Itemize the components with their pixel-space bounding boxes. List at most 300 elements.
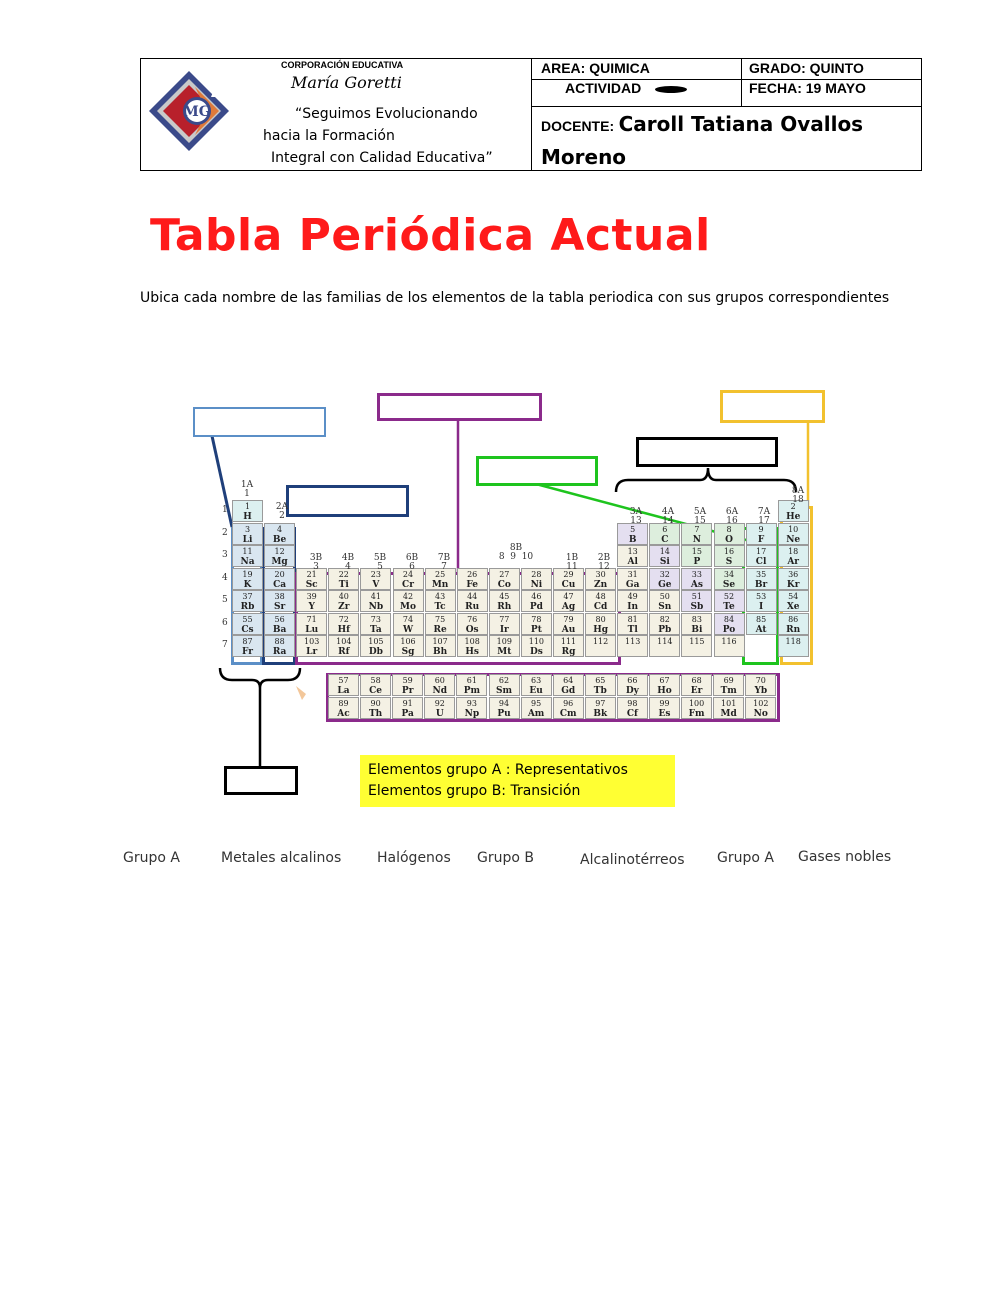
element-cell (617, 613, 648, 635)
element-cell (745, 697, 776, 719)
element-number: 48 (595, 592, 606, 601)
element-symbol: Mt (497, 647, 512, 657)
slogan-line: Integral con Calidad Educativa” (271, 150, 493, 166)
page-title: Tabla Periódica Actual (150, 210, 711, 261)
element-number: 47 (563, 592, 574, 601)
element-number: 6 (662, 524, 668, 534)
element-symbol: Pa (401, 709, 414, 719)
element-symbol: Am (527, 709, 545, 719)
element-symbol: Br (754, 579, 768, 590)
element-number: 20 (274, 569, 285, 579)
element-cell (393, 635, 424, 657)
element-number: 37 (242, 592, 253, 601)
teacher-label: DOCENTE: (541, 118, 615, 134)
element-symbol: Gd (561, 686, 576, 696)
element-cell (746, 545, 777, 567)
element-cell (232, 545, 263, 567)
element-number: 84 (723, 614, 735, 624)
element-symbol: K (243, 579, 252, 590)
element-number: 79 (563, 614, 574, 624)
element-number: 7 (694, 524, 700, 534)
option-label[interactable]: Grupo B (477, 850, 534, 866)
element-symbol: Sr (273, 602, 286, 612)
element-cell (778, 635, 809, 657)
period-label: 1 (222, 505, 228, 515)
element-cell (585, 674, 616, 696)
element-symbol: Bk (593, 709, 608, 719)
element-cell (521, 697, 552, 719)
element-cell (681, 635, 712, 657)
group-label: 6B 6 (405, 553, 419, 572)
element-cell (746, 613, 777, 635)
element-number: 95 (531, 699, 542, 708)
element-cell (232, 590, 263, 612)
element-number: 59 (402, 676, 413, 685)
element-number: 29 (563, 569, 574, 579)
slogan-line: “Seguimos Evolucionando (295, 106, 478, 122)
option-label[interactable]: Grupo A (123, 850, 180, 866)
element-symbol: Li (242, 534, 253, 545)
group-label: 2B 12 (597, 553, 611, 572)
element-cell (360, 697, 391, 719)
element-number: 2 (790, 502, 796, 511)
element-number: 36 (788, 569, 799, 579)
legend-line: Elementos grupo A : Representativos (368, 762, 628, 778)
element-cell (714, 590, 745, 612)
element-number: 55 (242, 614, 253, 624)
element-number: 32 (659, 569, 670, 579)
element-symbol: O (725, 534, 733, 545)
element-cell (360, 674, 391, 696)
element-symbol: Tb (593, 686, 607, 696)
element-cell (714, 545, 745, 567)
element-symbol: Pr (401, 686, 414, 696)
element-symbol: Rf (338, 647, 350, 657)
element-cell (778, 613, 809, 635)
element-symbol: F (757, 534, 765, 545)
element-number: 18 (788, 547, 799, 556)
element-number: 98 (627, 699, 638, 708)
element-number: 4 (277, 524, 283, 534)
element-number: 28 (531, 569, 542, 579)
element-number: 34 (723, 569, 735, 579)
element-symbol: Ru (465, 602, 480, 612)
element-cell (425, 590, 456, 612)
element-number: 85 (756, 614, 767, 624)
element-symbol: Md (720, 709, 737, 719)
element-number: 102 (753, 699, 769, 708)
element-cell (649, 613, 680, 635)
element-symbol: Ac (337, 709, 350, 719)
element-number: 94 (498, 699, 510, 708)
element-number: 68 (691, 676, 702, 685)
element-cell (328, 697, 359, 719)
element-cell (489, 635, 520, 657)
element-number: 45 (499, 592, 510, 601)
element-number: 66 (627, 676, 638, 685)
element-number: 61 (466, 676, 477, 685)
element-number: 35 (756, 569, 767, 579)
option-label[interactable]: Gases nobles (798, 849, 892, 865)
element-number: 1 (244, 502, 251, 511)
element-cell (649, 568, 680, 590)
element-symbol: Sb (690, 602, 704, 612)
element-symbol: S (725, 557, 733, 567)
element-cell (328, 635, 359, 657)
element-symbol: Sg (401, 647, 415, 657)
school-name: María Goretti (291, 73, 402, 92)
element-symbol: Ta (370, 624, 382, 635)
element-cell (296, 635, 327, 657)
element-cell (553, 613, 584, 635)
answer-box-3[interactable] (720, 390, 825, 423)
element-symbol: Hg (593, 624, 608, 635)
element-number: 21 (306, 569, 317, 579)
element-number: 90 (370, 699, 381, 708)
element-number: 109 (496, 637, 512, 646)
element-cell (264, 635, 295, 657)
element-number: 80 (595, 614, 606, 624)
element-symbol: Zr (338, 602, 350, 612)
element-number: 30 (595, 569, 606, 579)
element-number: 51 (691, 592, 702, 601)
element-symbol: Pm (463, 686, 481, 696)
group-label: 7A 17 (757, 507, 771, 526)
answer-box-4[interactable] (636, 437, 778, 467)
answer-box-5[interactable] (476, 456, 598, 486)
element-number: 56 (274, 614, 285, 624)
element-number: 9 (758, 524, 764, 534)
element-symbol: Es (658, 709, 671, 719)
element-symbol: C (661, 534, 669, 545)
element-symbol: Se (722, 579, 736, 590)
legend-box (360, 755, 675, 807)
element-number: 31 (627, 569, 638, 579)
element-number: 82 (659, 614, 670, 624)
element-cell (328, 613, 359, 635)
element-number: 22 (338, 569, 349, 579)
period-label: 7 (222, 640, 228, 650)
element-number: 71 (306, 614, 317, 624)
element-cell (424, 697, 455, 719)
element-cell (457, 613, 488, 635)
group-label: 4A 14 (661, 507, 675, 526)
answer-box-7[interactable] (224, 766, 298, 795)
element-number: 44 (467, 592, 478, 601)
element-number: 69 (723, 676, 734, 685)
element-cell (457, 635, 488, 657)
element-number: 3 (244, 524, 251, 534)
element-symbol: Be (272, 534, 287, 545)
element-cell (585, 697, 616, 719)
element-cell (617, 590, 648, 612)
element-symbol: Os (465, 624, 479, 635)
element-cell (392, 697, 423, 719)
element-cell (456, 674, 487, 696)
element-cell (681, 613, 712, 635)
element-cell (778, 568, 809, 590)
element-cell (425, 635, 456, 657)
element-cell (457, 590, 488, 612)
element-symbol: As (690, 579, 703, 590)
element-cell (649, 635, 680, 657)
element-symbol: Ba (272, 624, 287, 635)
element-cell (232, 500, 263, 522)
element-number: 86 (788, 614, 799, 624)
element-symbol: B (628, 534, 637, 545)
element-symbol: Ti (338, 579, 349, 590)
element-cell (585, 635, 616, 657)
grade-label: GRADO: QUINTO (749, 60, 864, 76)
element-number: 67 (659, 676, 670, 685)
element-symbol: Dy (625, 686, 639, 696)
element-symbol: Bh (433, 647, 448, 657)
element-number: 72 (338, 614, 349, 624)
element-symbol: Nd (432, 686, 448, 696)
element-number: 118 (785, 637, 801, 646)
element-number: 104 (336, 637, 352, 646)
element-number: 41 (370, 592, 381, 601)
group-label: 8A 18 (791, 486, 805, 505)
option-label[interactable]: Alcalinotérreos (580, 852, 685, 868)
answer-box-6[interactable] (286, 485, 409, 517)
element-symbol: Mg (271, 557, 288, 567)
period-label: 6 (222, 617, 228, 628)
element-symbol: Cs (241, 624, 254, 635)
element-cell (617, 545, 648, 567)
element-cell (713, 697, 744, 719)
period-label: 2 (222, 527, 228, 538)
element-cell (393, 590, 424, 612)
element-symbol: Db (368, 647, 383, 657)
element-symbol: Ca (273, 579, 287, 590)
element-cell (264, 523, 295, 545)
element-symbol: In (627, 602, 639, 612)
element-cell (392, 674, 423, 696)
element-number: 74 (402, 614, 414, 624)
element-number: 110 (528, 637, 545, 646)
element-cell (553, 635, 584, 657)
element-symbol: Ce (369, 686, 383, 696)
element-symbol: Tm (720, 686, 737, 696)
option-label[interactable]: Metales alcalinos (221, 850, 342, 866)
element-number: 53 (756, 592, 767, 601)
element-number: 113 (625, 637, 641, 646)
element-symbol: Hf (337, 624, 350, 635)
element-number: 99 (659, 699, 670, 708)
element-symbol: Cu (561, 579, 576, 590)
element-symbol: Yb (754, 686, 768, 696)
element-cell (745, 674, 776, 696)
group-label: 6A 16 (725, 507, 739, 526)
element-cell (746, 568, 777, 590)
element-symbol: Sn (658, 602, 672, 612)
element-symbol: Fm (688, 709, 705, 719)
activity-label: ACTIVIDAD (565, 80, 642, 96)
arrow-icon (296, 686, 306, 700)
element-cell (264, 568, 295, 590)
element-cell (264, 545, 295, 567)
element-number: 73 (370, 614, 381, 624)
area-label: AREA: QUIMICA (541, 60, 650, 76)
element-symbol: Mn (431, 579, 449, 590)
answer-box-2[interactable] (377, 393, 542, 421)
element-cell (232, 613, 263, 635)
element-number: 97 (595, 699, 606, 708)
element-number: 103 (304, 637, 320, 646)
element-symbol: N (692, 534, 701, 545)
element-number: 76 (467, 614, 478, 624)
element-number: 65 (595, 676, 606, 685)
element-cell (489, 697, 520, 719)
element-number: 25 (435, 569, 446, 579)
element-symbol: I (758, 602, 764, 612)
element-symbol: U (435, 709, 444, 719)
element-symbol: H (243, 512, 252, 522)
period-label: 5 (222, 595, 228, 605)
element-number: 50 (659, 592, 670, 601)
element-number: 33 (691, 569, 702, 579)
element-symbol: Pb (658, 624, 672, 635)
element-number: 11 (242, 547, 253, 556)
group-label: 5B 5 (373, 553, 387, 572)
element-cell (489, 613, 520, 635)
element-symbol: Ar (787, 557, 800, 567)
element-symbol: P (693, 557, 701, 567)
element-symbol: Lu (305, 624, 319, 635)
element-number: 57 (338, 676, 349, 685)
element-number: 78 (531, 614, 542, 624)
element-symbol: Hs (465, 647, 479, 657)
element-symbol: Rh (497, 602, 512, 612)
element-symbol: Pd (529, 602, 543, 612)
answer-box-1[interactable] (193, 407, 326, 437)
element-cell (681, 697, 712, 719)
element-number: 10 (788, 524, 799, 534)
element-number: 27 (499, 569, 510, 579)
element-symbol: Na (240, 557, 255, 567)
element-cell (328, 674, 359, 696)
group-label: 4B 4 (341, 553, 355, 572)
element-number: 15 (691, 547, 702, 556)
element-cell (425, 613, 456, 635)
group-label: 8B 8 9 10 (498, 543, 534, 562)
element-number: 91 (402, 699, 413, 708)
element-cell (617, 568, 648, 590)
element-number: 40 (338, 592, 349, 601)
instructions-text: Ubica cada nombre de las familias de los elementos de la tabla periodica con sus grupos correspondientes (140, 290, 890, 306)
element-symbol: Al (627, 557, 638, 567)
group-label: 2A 2 (275, 502, 289, 521)
element-number: 24 (402, 569, 414, 579)
group-label: 3B 3 (309, 553, 323, 572)
element-symbol: Np (464, 709, 480, 719)
element-number: 5 (630, 524, 636, 534)
element-number: 43 (435, 592, 446, 601)
element-number: 112 (592, 637, 609, 646)
element-cell (681, 674, 712, 696)
element-symbol: Ds (529, 647, 543, 657)
element-symbol: Cd (593, 602, 608, 612)
element-symbol: Ag (561, 602, 576, 612)
element-number: 75 (435, 614, 446, 624)
element-symbol: Si (659, 557, 670, 567)
element-cell (778, 545, 809, 567)
group-label: 5A 15 (693, 507, 707, 526)
element-cell (553, 674, 584, 696)
element-cell (521, 568, 552, 590)
element-number: 8 (726, 524, 732, 534)
element-symbol: No (753, 709, 768, 719)
legend-line: Elementos grupo B: Transición (368, 783, 581, 799)
element-cell (649, 545, 680, 567)
element-symbol: Ho (657, 686, 672, 696)
element-cell (489, 568, 520, 590)
element-symbol: Er (690, 686, 703, 696)
element-symbol: Re (433, 624, 447, 635)
element-number: 96 (563, 699, 574, 708)
element-cell (714, 568, 745, 590)
element-symbol: Ga (625, 579, 640, 590)
element-number: 46 (531, 592, 542, 601)
element-cell (713, 674, 744, 696)
element-symbol: Au (561, 624, 576, 635)
element-number: 54 (788, 592, 799, 601)
element-symbol: Fe (466, 579, 478, 590)
option-label[interactable]: Halógenos (377, 850, 451, 866)
element-symbol: Ra (272, 647, 287, 657)
element-number: 23 (370, 569, 381, 579)
element-cell (681, 545, 712, 567)
element-symbol: Cf (626, 709, 638, 719)
element-symbol: Ir (499, 624, 509, 635)
element-number: 107 (432, 637, 448, 646)
element-cell (585, 590, 616, 612)
element-number: 19 (242, 569, 253, 579)
group-label: 3A 13 (629, 507, 643, 526)
element-symbol: Mo (400, 602, 416, 612)
element-symbol: Pu (497, 709, 511, 719)
element-cell (393, 613, 424, 635)
element-symbol: W (402, 624, 414, 635)
bracket-line (616, 468, 796, 492)
element-symbol: Co (497, 579, 511, 590)
element-number: 100 (688, 699, 705, 708)
element-cell (714, 635, 745, 657)
element-number: 17 (756, 547, 767, 556)
element-cell (553, 590, 584, 612)
date-label: FECHA: 19 MAYO (749, 80, 866, 96)
element-cell (264, 613, 295, 635)
element-number: 105 (368, 637, 384, 646)
element-cell (456, 697, 487, 719)
element-number: 13 (627, 547, 638, 556)
element-number: 108 (464, 637, 480, 646)
element-cell (232, 568, 263, 590)
element-symbol: Po (722, 624, 736, 635)
option-label[interactable]: Grupo A (717, 850, 774, 866)
element-cell (681, 568, 712, 590)
slogan-line: hacia la Formación (263, 128, 395, 144)
element-cell (521, 635, 552, 657)
element-symbol: Bi (691, 624, 703, 635)
element-number: 115 (689, 637, 705, 646)
element-number: 92 (434, 699, 445, 708)
element-cell (489, 674, 520, 696)
element-number: 60 (434, 676, 445, 685)
element-cell (360, 590, 391, 612)
element-cell (649, 674, 680, 696)
